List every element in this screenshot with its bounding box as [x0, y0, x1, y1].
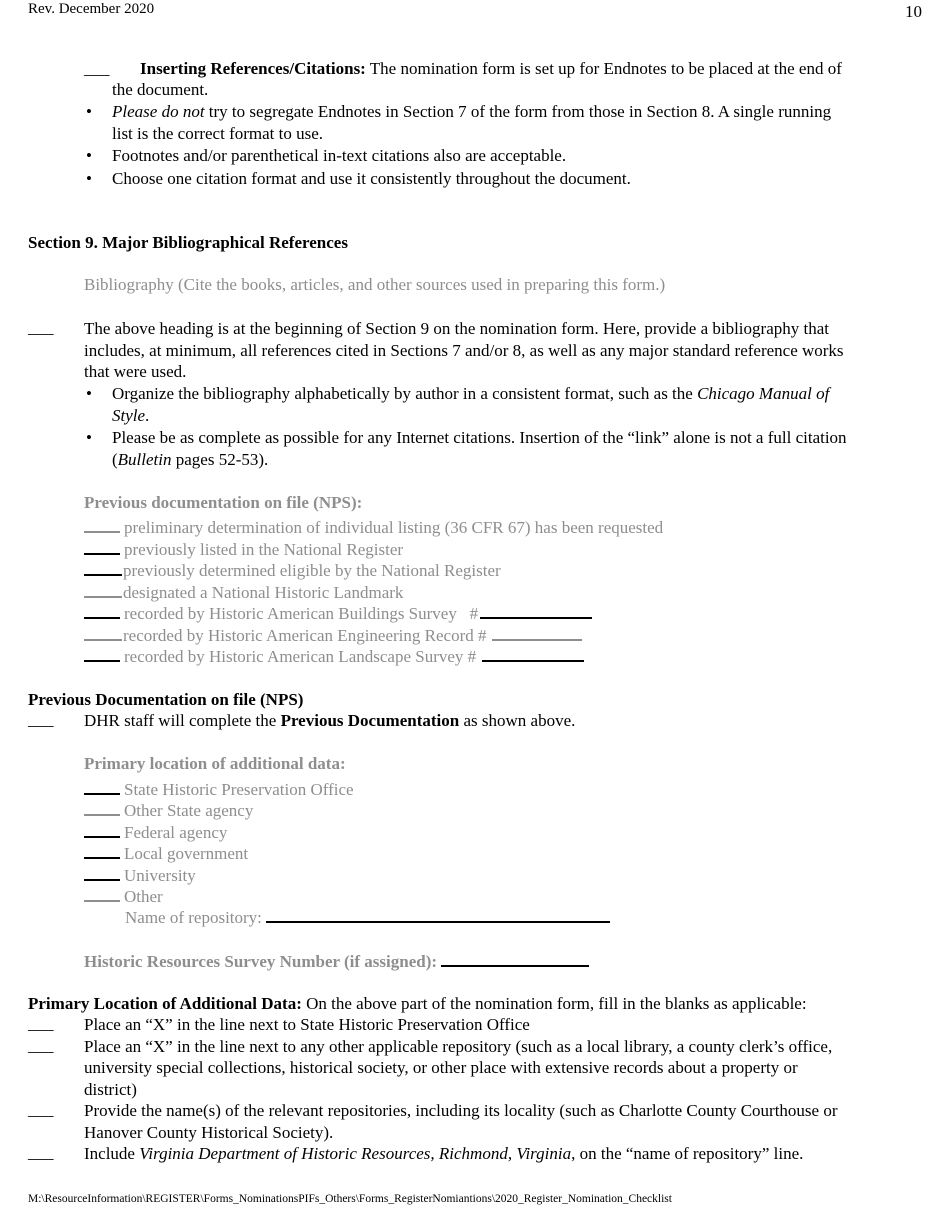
emphasis-text: Chicago Manual of: [697, 384, 830, 403]
blank-line: [480, 615, 592, 619]
bullet-text: try to segregate Endnotes in Section 7 of the form from those in Section 8. A single running: [204, 102, 832, 121]
blank-line: [84, 834, 120, 838]
prev-doc-item-label: preliminary determination of individual listing (36 CFR 67) has been requested: [124, 518, 664, 537]
location-item-label: Other State agency: [124, 801, 254, 820]
citations-bullet-3: Choose one citation format and use it consistently throughout the document.: [112, 169, 631, 188]
location-item-label: University: [124, 866, 196, 885]
instruction-text: , on the “name of repository” line.: [571, 1144, 804, 1163]
location-instruction-2-line3: district): [84, 1080, 137, 1099]
primary-location-heading-text: On the above part of the nomination form, fill in the blanks as applicable:: [301, 994, 807, 1013]
location-item-label: State Historic Preservation Office: [124, 780, 354, 799]
repository-name-label: Name of repository:: [125, 908, 262, 927]
blank-line: [84, 791, 120, 795]
previous-documentation-form-title: Previous documentation on file (NPS):: [84, 493, 363, 512]
section9-bullet-2-line2: [112, 449, 268, 471]
citations-title: Inserting References/Citations:: [140, 59, 366, 78]
revision-date: Rev. December 2020: [28, 1, 155, 17]
prev-doc-item: [84, 582, 403, 604]
citations-bullet-1-line2: list is the correct format to use.: [112, 124, 324, 143]
bullet-icon: •: [86, 384, 92, 403]
location-instruction-2-line2: university special collections, historical society, or other place with extensive records about a property or: [84, 1058, 798, 1077]
instruction-text: DHR staff will complete the: [84, 711, 281, 730]
instruction-text: Include: [84, 1144, 140, 1163]
blank-line: [84, 658, 120, 662]
prev-doc-item-label: designated a National Historic Landmark: [123, 583, 404, 602]
bullet-text: pages 52-53).: [171, 450, 269, 469]
blank-line: [482, 658, 584, 662]
blank-line: [84, 877, 120, 881]
location-item-label: Federal agency: [124, 823, 228, 842]
prev-doc-item-label: recorded by Historic American Engineering Record #: [123, 626, 487, 645]
primary-location-heading: Primary Location of Additional Data:: [28, 994, 302, 1013]
prev-doc-item-label: previously listed in the National Register: [124, 540, 404, 559]
prev-doc-item: [84, 603, 596, 625]
location-check-line: ___: [28, 1100, 54, 1119]
section9-para-line2: includes, at minimum, all references cited in Sections 7 and/or 8, as well as any major standard reference works: [84, 341, 844, 360]
section9-bullet-1: [112, 383, 829, 405]
section9-para-line3: that were used.: [84, 362, 187, 381]
primary-location-form-title: Primary location of additional data:: [84, 754, 346, 773]
location-item: [84, 779, 354, 801]
footer-file-path: M:\ResourceInformation\REGISTER\Forms_NominationsPIFs_Others\Forms_RegisterNomiantions\2020_Register_Nomination_Checklist: [28, 1193, 672, 1205]
prev-doc-item: [84, 517, 663, 539]
blank-line: [84, 615, 120, 619]
location-instruction-3-line1: Provide the name(s) of the relevant repositories, including its locality (such as Charlotte County Courthouse or: [84, 1101, 838, 1120]
prev-doc-item-label: recorded by Historic American Buildings Survey #: [124, 604, 479, 623]
blank-line: [84, 594, 122, 598]
emphasis-text: Bulletin: [117, 450, 172, 469]
survey-number-line: [441, 951, 589, 967]
location-check-line: ___: [28, 1014, 54, 1033]
instruction-bold-text: Previous Documentation: [280, 711, 460, 730]
citations-paragraph: [140, 58, 842, 80]
location-item: [84, 886, 163, 908]
section-9-heading: Section 9. Major Bibliographical References: [28, 233, 348, 252]
location-instruction-3-line2: Hanover County Historical Society).: [84, 1123, 334, 1142]
section9-bullet-2: Please be as complete as possible for any Internet citations. Insertion of the “link” alone is not a full citation: [112, 428, 847, 447]
location-item: [84, 843, 248, 865]
blank-line: [84, 551, 120, 555]
section9-check-line: ___: [28, 318, 54, 337]
section9-bullet-1-line2: [112, 405, 149, 427]
location-instruction-2-line1: Place an “X” in the line next to any other applicable repository (such as a local library, a county clerk’s office,: [84, 1037, 833, 1056]
section9-para-line1: The above heading is at the beginning of Section 9 on the nomination form. Here, provide a bibliography that: [84, 319, 829, 338]
repository-name-row: [125, 907, 610, 929]
bullet-icon: •: [86, 169, 92, 188]
blank-line: [84, 572, 122, 576]
citations-bullet-1: [112, 101, 831, 123]
citations-bullet-2: Footnotes and/or parenthetical in-text citations also are acceptable.: [112, 146, 567, 165]
blank-line: [84, 529, 120, 533]
blank-line: [84, 855, 120, 859]
bullet-text: (: [112, 450, 118, 469]
form-bibliography-label: Bibliography (Cite the books, articles, and other sources used in preparing this form.): [84, 275, 666, 294]
prev-doc-item: [84, 539, 403, 561]
prev-doc-instruction: [84, 710, 575, 732]
bullet-icon: •: [86, 428, 92, 447]
location-item: [84, 865, 196, 887]
previous-documentation-heading: Previous Documentation on file (NPS): [28, 690, 304, 709]
instruction-text: as shown above.: [459, 711, 576, 730]
prev-doc-item: [84, 560, 501, 582]
repository-name-line: [266, 907, 610, 923]
location-item-label: Other: [124, 887, 163, 906]
location-check-line: ___: [28, 1143, 54, 1162]
emphasis-text: Please do not: [112, 102, 205, 121]
bullet-icon: •: [86, 102, 92, 121]
survey-number-row: [84, 951, 589, 973]
location-check-line: ___: [28, 1036, 54, 1055]
location-item: [84, 822, 227, 844]
blank-line: [84, 898, 120, 902]
citations-text-line1: The nomination form is set up for Endnotes to be placed at the end of: [365, 59, 842, 78]
bullet-text: .: [145, 406, 150, 425]
blank-line: [84, 812, 120, 816]
citations-text-line2: the document.: [112, 80, 209, 99]
emphasis-text: Virginia Department of Historic Resources, Richmond, Virginia: [139, 1144, 572, 1163]
bullet-icon: •: [86, 146, 92, 165]
prev-doc-item-label: recorded by Historic American Landscape Survey #: [124, 647, 477, 666]
prev-doc-check-line: ___: [28, 710, 54, 729]
blank-line: [492, 637, 582, 641]
primary-location-heading-row: [28, 993, 807, 1015]
bullet-text: Organize the bibliography alphabetically by author in a consistent format, such as the: [112, 384, 698, 403]
blank-line: [84, 637, 122, 641]
location-instruction-1: Place an “X” in the line next to State Historic Preservation Office: [84, 1015, 530, 1034]
survey-number-label: Historic Resources Survey Number (if assigned):: [84, 952, 438, 971]
location-item-label: Local government: [124, 844, 249, 863]
prev-doc-item: [84, 625, 586, 647]
location-item: [84, 800, 253, 822]
page-number: 10: [905, 2, 922, 21]
citations-check-line: ___: [84, 59, 110, 78]
prev-doc-item: [84, 646, 588, 668]
location-instruction-4: [84, 1143, 803, 1165]
emphasis-text: Style: [112, 406, 146, 425]
prev-doc-item-label: previously determined eligible by the National Register: [123, 561, 501, 580]
